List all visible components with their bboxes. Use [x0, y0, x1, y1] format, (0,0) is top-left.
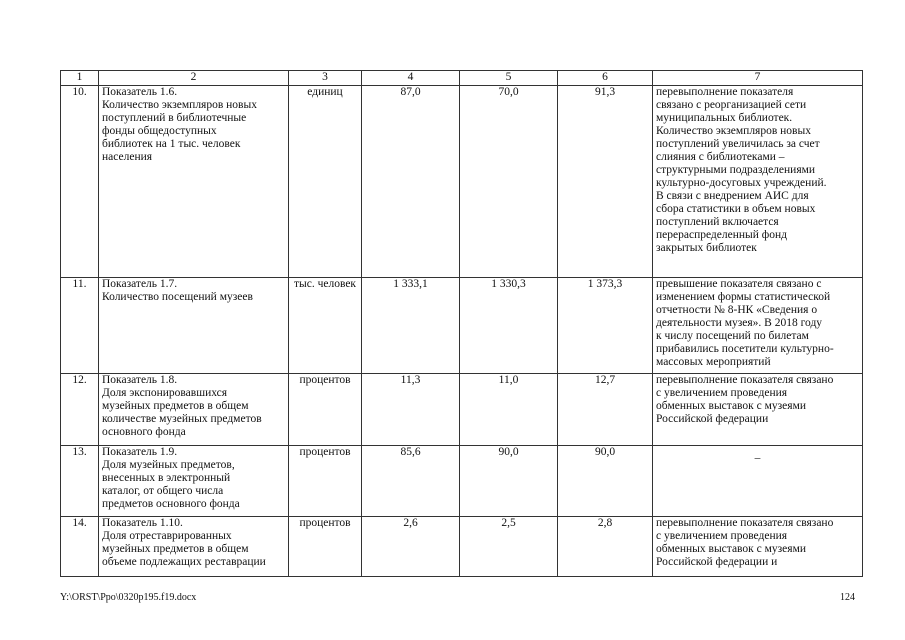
- col-header-5: 5: [460, 71, 558, 86]
- comment-line: прибавились посетители культурно-: [656, 343, 834, 355]
- indicator-line: внесенных в электронный: [102, 472, 231, 484]
- value-col6: 2,8: [558, 517, 653, 577]
- value-col6: 1 373,3: [558, 278, 653, 374]
- value-col5: 11,0: [460, 374, 558, 446]
- indicator-line: Показатель 1.8.: [102, 374, 178, 386]
- indicator-line: поступлений в библиотечные: [102, 112, 247, 124]
- comment-cell: [653, 374, 863, 446]
- value-col6: 90,0: [558, 446, 653, 517]
- comment-cell: [653, 446, 863, 517]
- value-col5: 2,5: [460, 517, 558, 577]
- indicator-line: Показатель 1.6.: [102, 86, 178, 98]
- indicator-line: музейных предметов в общем: [102, 400, 249, 412]
- value-col4: 85,6: [362, 446, 460, 517]
- indicator-line: Доля музейных предметов,: [102, 459, 235, 471]
- indicator-line: Доля экспонировавшихся: [102, 387, 228, 399]
- row-number: 12.: [61, 374, 99, 446]
- table-row: [61, 86, 863, 278]
- col-header-4: 4: [362, 71, 460, 86]
- page-number: 124: [840, 592, 855, 603]
- comment-cell: [653, 278, 863, 374]
- value-col5: 70,0: [460, 86, 558, 278]
- row-number: 13.: [61, 446, 99, 517]
- comment-line: сбора статистики в объем новых: [656, 203, 816, 215]
- row-number: 11.: [61, 278, 99, 374]
- table-row: [61, 278, 863, 374]
- row-number: 14.: [61, 517, 99, 577]
- indicator-line: музейных предметов в общем: [102, 543, 249, 555]
- table-row: [61, 517, 863, 577]
- comment-line: перевыполнение показателя связано: [656, 374, 834, 386]
- col-header-1: 1: [61, 71, 99, 86]
- comment-line: обменных выставок с музеями: [656, 543, 806, 555]
- col-header-2: 2: [99, 71, 289, 86]
- comment-line: культурно-досуговых учреждений.: [656, 177, 827, 189]
- comment-line: муниципальных библиотек.: [656, 112, 793, 124]
- indicator-line: предметов основного фонда: [102, 498, 240, 510]
- table-row: [61, 446, 863, 517]
- unit-cell: единиц: [289, 86, 362, 278]
- col-header-7: 7: [653, 71, 863, 86]
- comment-line: с увеличением проведения: [656, 387, 788, 399]
- comment-line: Российской федерации и: [656, 556, 778, 568]
- indicator-line: населения: [102, 151, 153, 163]
- unit-cell: процентов: [289, 517, 362, 577]
- comment-line: перевыполнение показателя: [656, 86, 794, 98]
- indicator-line: Количество экземпляров новых: [102, 99, 257, 111]
- indicator-cell: [99, 278, 289, 374]
- indicators-table: [60, 70, 863, 577]
- comment-line: перевыполнение показателя связано: [656, 517, 834, 529]
- comment-line: Российской федерации: [656, 413, 769, 425]
- indicator-line: Показатель 1.10.: [102, 517, 183, 529]
- footer-file-path: Y:\ORST\Ppo\0320p195.f19.docx: [60, 592, 197, 603]
- comment-line: связано с реорганизацией сети: [656, 99, 807, 111]
- col-header-6: 6: [558, 71, 653, 86]
- dash-mark: –: [754, 452, 761, 464]
- indicator-line: Показатель 1.7.: [102, 278, 178, 290]
- comment-line: поступлений включается: [656, 216, 779, 228]
- comment-line: поступлений увеличилась за счет: [656, 138, 820, 150]
- comment-line: обменных выставок с музеями: [656, 400, 806, 412]
- value-col4: 11,3: [362, 374, 460, 446]
- indicator-line: фонды общедоступных: [102, 125, 217, 137]
- indicator-cell: [99, 86, 289, 278]
- indicator-line: основного фонда: [102, 426, 186, 438]
- col-header-3: 3: [289, 71, 362, 86]
- value-col5: 1 330,3: [460, 278, 558, 374]
- comment-line: превышение показателя связано с: [656, 278, 822, 290]
- indicator-cell: [99, 446, 289, 517]
- comment-line: деятельности музея». В 2018 году: [656, 317, 823, 329]
- indicator-line: библиотек на 1 тыс. человек: [102, 138, 241, 150]
- comment-line: Количество экземпляров новых: [656, 125, 811, 137]
- value-col4: 2,6: [362, 517, 460, 577]
- comment-line: закрытых библиотек: [656, 242, 757, 254]
- comment-line: с увеличением проведения: [656, 530, 788, 542]
- comment-line: структурными подразделениями: [656, 164, 816, 176]
- unit-cell: процентов: [289, 374, 362, 446]
- comment-line: перераспределенный фонд: [656, 229, 787, 241]
- indicator-cell: [99, 374, 289, 446]
- value-col4: 1 333,1: [362, 278, 460, 374]
- comment-cell: [653, 517, 863, 577]
- value-col6: 91,3: [558, 86, 653, 278]
- comment-line: слияния с библиотеками –: [656, 151, 785, 163]
- unit-cell: процентов: [289, 446, 362, 517]
- comment-line: массовых мероприятий: [656, 356, 771, 368]
- comment-line: отчетности № 8-НК «Сведения о: [656, 304, 818, 316]
- indicator-line: объеме подлежащих реставрации: [102, 556, 266, 568]
- value-col6: 12,7: [558, 374, 653, 446]
- value-col4: 87,0: [362, 86, 460, 278]
- unit-cell: тыс. человек: [289, 278, 362, 374]
- indicator-line: каталог, от общего числа: [102, 485, 224, 497]
- indicator-line: Показатель 1.9.: [102, 446, 178, 458]
- comment-line: к числу посещений по билетам: [656, 330, 809, 342]
- comment-cell: [653, 86, 863, 278]
- comment-line: В связи с внедрением АИС для: [656, 190, 809, 202]
- indicator-cell: [99, 517, 289, 577]
- indicator-line: Доля отреставрированных: [102, 530, 232, 542]
- row-number: 10.: [61, 86, 99, 278]
- value-col5: 90,0: [460, 446, 558, 517]
- table-header-row: [61, 71, 863, 86]
- indicator-line: количестве музейных предметов: [102, 413, 262, 425]
- table-row: [61, 374, 863, 446]
- comment-line: изменением формы статистической: [656, 291, 831, 303]
- indicator-line: Количество посещений музеев: [102, 291, 253, 303]
